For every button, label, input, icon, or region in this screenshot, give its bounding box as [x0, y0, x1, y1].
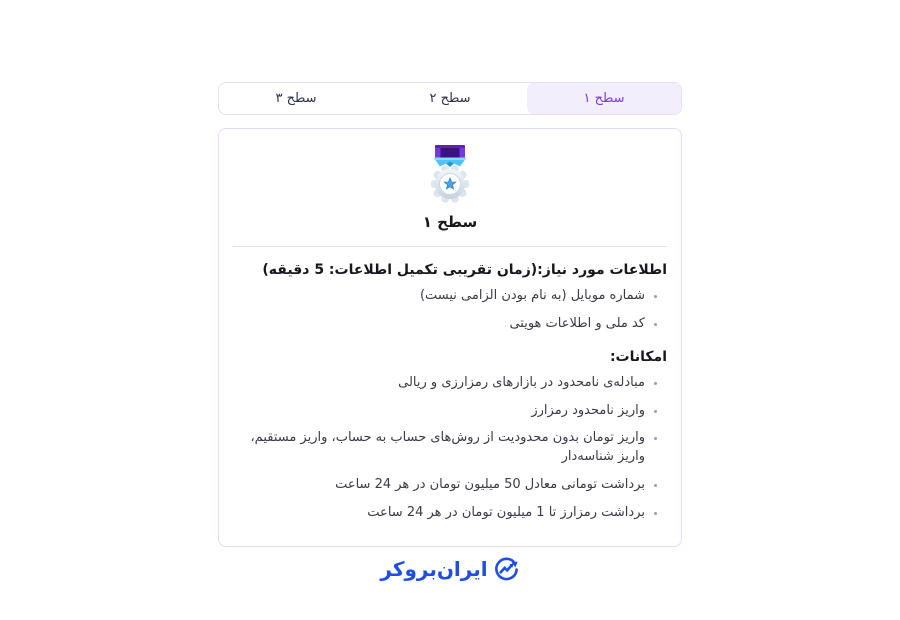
features-heading: امکانات:: [609, 348, 667, 365]
iranbroker-logo[interactable]: [218, 556, 682, 583]
requirements-list: [233, 287, 667, 334]
trend-cycle-icon: [493, 556, 520, 583]
level-1-medal-icon: [233, 143, 667, 207]
feature-item: • مبادله‌ی نامحدود در بازارهای رمزارزی و ریالی: [233, 374, 645, 393]
feature-item: • برداشت رمزارز تا 1 میلیون تومان در هر 24 ساعت: [233, 504, 645, 523]
level-tabs: [218, 82, 682, 115]
feature-item: • واریز نامحدود رمزارز: [233, 402, 645, 421]
feature-item: • واریز تومان بدون محدودیت از روش‌های حساب به حساب، واریز مستقیم، واریز شناسه‌دار: [233, 429, 645, 467]
tab-level-2[interactable]: سطح ۲: [373, 83, 527, 114]
tab-level-1[interactable]: سطح ۱: [527, 83, 681, 114]
requirements-heading: اطلاعات مورد نیاز:(زمان تقریبی تکمیل اطلاعات: 5 دقیقه): [262, 262, 667, 278]
requirement-item: • کد ملی و اطلاعات هویتی: [233, 315, 645, 334]
divider: [233, 246, 667, 247]
requirement-item: • شماره موبایل (به نام بودن الزامی نیست): [233, 287, 645, 306]
tab-level-3[interactable]: سطح ۳: [219, 83, 373, 114]
features-list: [233, 374, 667, 523]
feature-item: • برداشت تومانی معادل 50 میلیون تومان در هر 24 ساعت: [233, 476, 645, 495]
logo-text: ایران‌بروکر: [380, 557, 488, 582]
level-card: [218, 128, 682, 547]
page: [0, 82, 900, 620]
level-title: سطح ۱: [422, 213, 478, 231]
